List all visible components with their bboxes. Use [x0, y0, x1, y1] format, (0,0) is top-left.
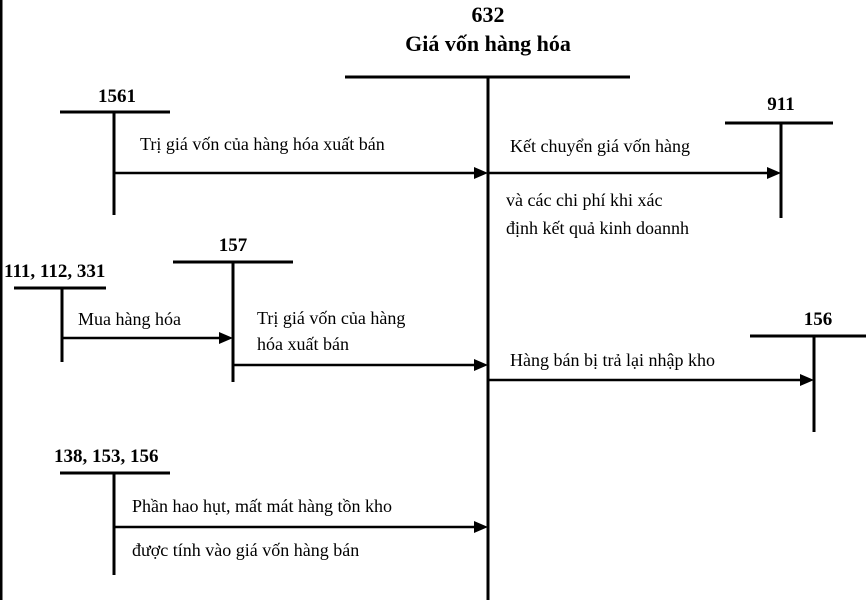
flow-156-arrowhead	[800, 374, 814, 386]
flow-156-label: Hàng bán bị trả lại nhập kho	[510, 350, 715, 370]
account-911-code: 911	[767, 94, 795, 115]
flow-138-arrowhead	[474, 521, 488, 533]
flow-1561-label: Trị giá vốn của hàng hóa xuất bán	[140, 134, 385, 154]
main-account-code: 632	[471, 2, 505, 27]
flow-157-label-line2: hóa xuất bán	[257, 334, 349, 354]
flow-157-arrowhead	[474, 359, 488, 371]
flow-111-arrowhead	[219, 332, 233, 344]
main-account-name: Giá vốn hàng hóa	[405, 31, 571, 56]
account-111-code: 111, 112, 331	[4, 261, 106, 282]
account-138-code: 138, 153, 156	[54, 446, 159, 467]
flow-1561-arrowhead	[474, 167, 488, 179]
flow-911-label-line1: Kết chuyển giá vốn hàng	[510, 136, 690, 156]
account-156-code: 156	[803, 309, 833, 330]
flow-111-label: Mua hàng hóa	[78, 309, 181, 329]
flow-157-label-line1: Trị giá vốn của hàng	[257, 308, 406, 328]
account-157-code: 157	[218, 235, 248, 256]
flow-911-label-line3: định kết quả kinh doannh	[506, 218, 689, 238]
flow-911-arrowhead	[767, 167, 781, 179]
flow-138-label-line2: được tính vào giá vốn hàng bán	[132, 540, 360, 560]
account-1561-code: 1561	[98, 86, 136, 107]
flow-138-label-line1: Phần hao hụt, mất mát hàng tồn kho	[132, 496, 392, 516]
flow-911-label-line2: và các chi phí khi xác	[506, 190, 663, 210]
